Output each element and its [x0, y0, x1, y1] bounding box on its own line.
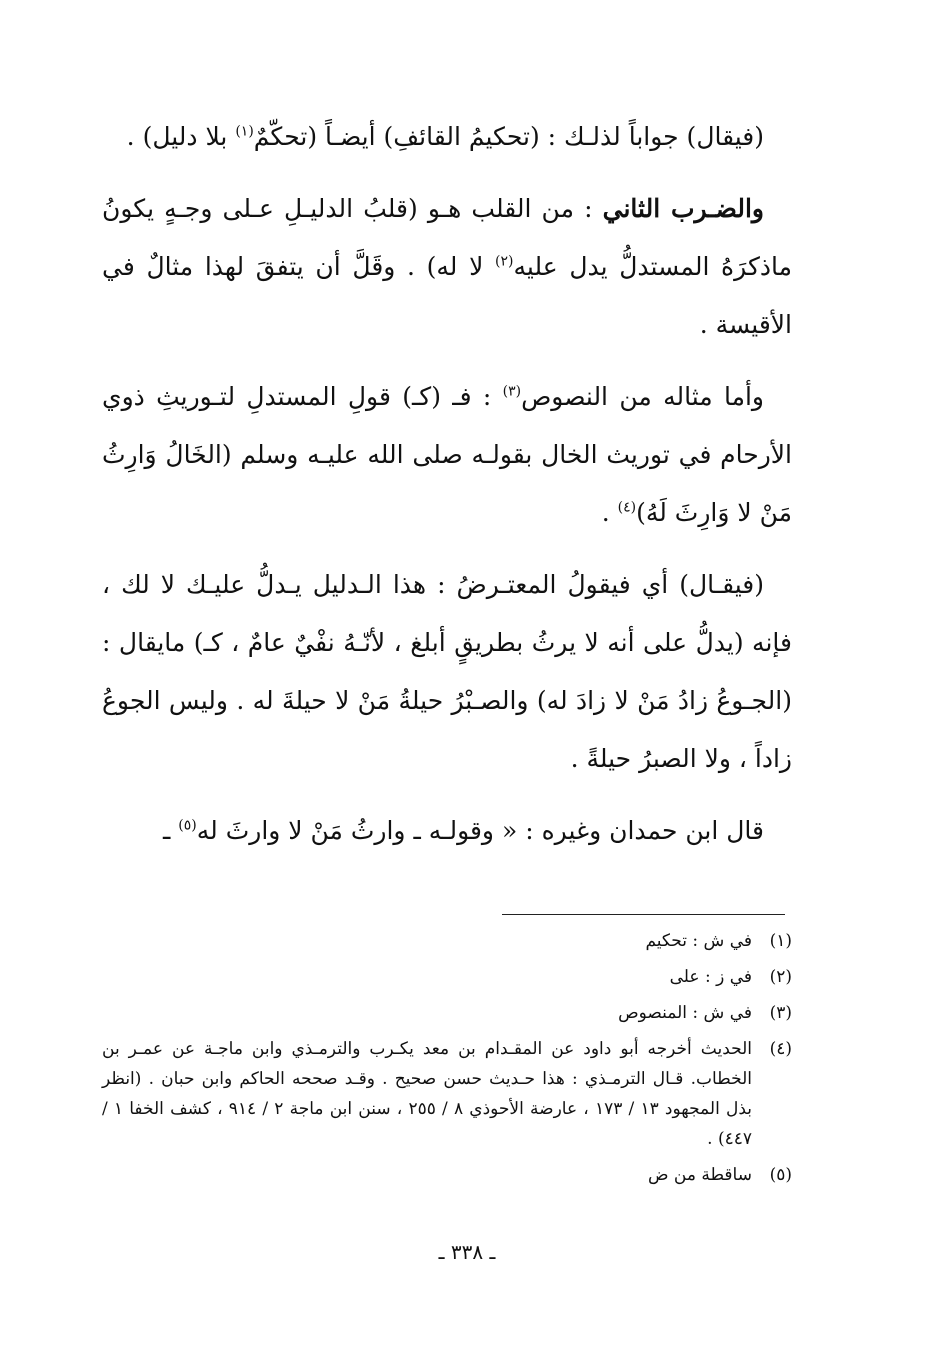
footnote-separator [502, 914, 785, 915]
footnote [102, 1160, 792, 1190]
footnote-number: (٣) [769, 1003, 792, 1023]
footnote-ref: (١) [235, 123, 254, 140]
section-heading: والضـرب الثاني [602, 194, 764, 223]
footnote-ref: (٣) [502, 383, 522, 400]
footnote [102, 962, 792, 992]
footnote-text: في ز : على [669, 967, 752, 987]
footnote-text: في ش : تحكيم [645, 931, 752, 951]
footnote [102, 1034, 792, 1154]
footnote-text: الحديث أخرجه أبو داود عن المقـدام بن معد يكـرب والترمـذي وابن ماجـة عن عمـر بن الخطاب. قـال الترمـذي : هذا حـديث حسن صحيح . وقـد صححه الحاكم وابن حبان . (انظر بذل المجهود ١٣ / ١٧٣ ، عارضة الأحوذي ٨ / ٢٥٥ ، سنن ابن ماجة ٢ / ٩١٤ ، كشف الخفا ١ / ٤٤٧) . [102, 1039, 752, 1149]
footnote-ref: (٢) [495, 253, 514, 270]
main-text [102, 108, 792, 874]
footnote-number: (٤) [769, 1039, 792, 1059]
paragraph: (فيقال) جواباً لذلـك : (تحكيمُ القائفِ) أيضـاً (تحكّمٌ$^{(١)}$ بلا دليل) . [126, 122, 764, 151]
footnote [102, 998, 792, 1028]
footnote-number: (٢) [769, 967, 792, 987]
paragraph: وأما مثاله من النصوص$^{(٣)}$ : فـ (كـ) قولِ المستدلِ لتـوريثِ ذوي الأرحام في توريث الخال بقولـه صلى الله عليـه وسلم (الخَالُ وَارِثُ مَنْ لا وَارِثَ لَهُ)$^{(٤)}$ . [102, 382, 792, 527]
footnote-ref: (٥) [178, 817, 197, 834]
footnote-ref: (٤) [617, 499, 637, 516]
footnotes [102, 926, 792, 1196]
page-number: ـ ٣٣٨ ـ [438, 1240, 496, 1264]
paragraph: قال ابن حمدان وغيره : « وقولـه ـ وارثُ مَنْ لا وارثَ له$^{(٥)}$ ـ [163, 816, 764, 845]
footnote-text: ساقطة من ض [647, 1165, 752, 1185]
footnote-number: (١) [769, 931, 792, 951]
paragraph: (فيقـال) أي فيقولُ المعتـرضُ : هذا الـدليل يـدلُّ عليـك لا لك ، فإنه (يدلُّ على أنه لا يرثُ بطريقٍ أبلغ ، لأنّـهُ نفْيٌ عامٌ ، كـ) مايقال : (الجـوعُ زادُ مَنْ لا زادَ له) والصـبْرُ حيلةُ مَنْ لا حيلةَ له . وليس الجوعُ زاداً ، ولا الصبرُ حيلةً . [102, 570, 792, 773]
footnote-text: في ش : المنصوص [618, 1003, 752, 1023]
paragraph: والضـرب الثاني : من القلب هـو (قلبُ الدليـلِ عـلى وجـهٍ يكونُ ماذكرَهُ المستدلُّ يدل عليه$^{(٢)}$ لا له) . وقَلَّ أن يتفقَ لهذا مثالٌ في الأقيسة . [102, 194, 792, 339]
footnote-number: (٥) [769, 1165, 792, 1185]
footnote [102, 926, 792, 956]
